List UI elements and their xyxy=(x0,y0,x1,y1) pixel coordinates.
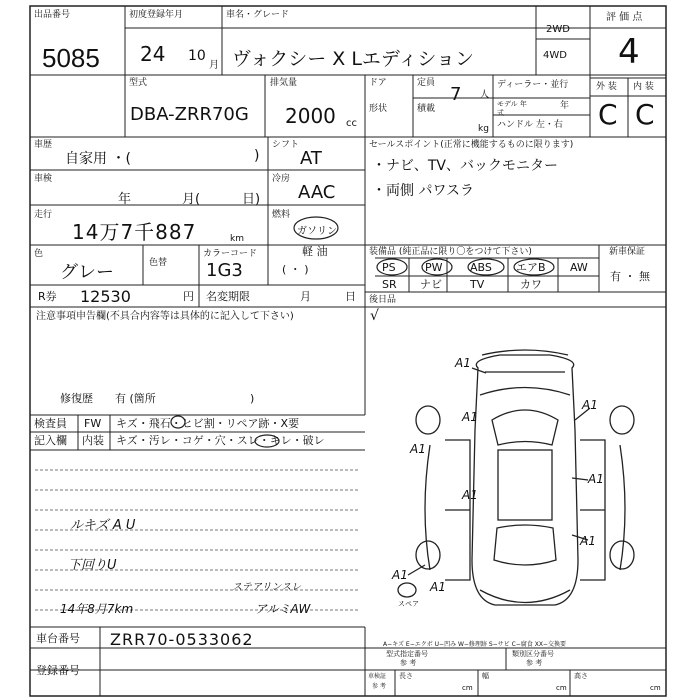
inspector-note-1: ルキズ A U xyxy=(70,518,136,533)
repair-close: ) xyxy=(250,392,255,405)
damage-mark: A1 xyxy=(588,472,604,486)
equip-navi: ナビ xyxy=(420,278,442,291)
eval-score: 4 xyxy=(618,32,640,72)
inspector-note-3: ステアリンスレ xyxy=(232,582,302,593)
reg-month: 10 xyxy=(188,48,206,64)
first-reg-label: 初度登録年月 xyxy=(129,10,184,20)
width-unit: cm xyxy=(556,684,567,692)
type-spec-label: 型式指定番号 xyxy=(386,650,428,658)
equip-aw: AW xyxy=(570,261,588,274)
seats-label: 定員 xyxy=(417,78,436,88)
color-code: 1G3 xyxy=(206,260,243,281)
damage-mark: A1 xyxy=(582,398,598,412)
inspector-note-5: アルミAW xyxy=(255,602,311,616)
damage-mark: A1 xyxy=(462,410,478,424)
shift-label: シフト xyxy=(272,140,300,150)
shape-label: 形状 xyxy=(369,104,388,114)
model-grade: ヴォクシー X Lエディション xyxy=(232,48,475,70)
selling-point-1: ・ナビ、TV、バックモニター xyxy=(372,158,558,174)
equip-abs: ABS xyxy=(470,261,492,274)
post-mark: √ xyxy=(370,308,379,324)
spare-label: スペア xyxy=(398,600,419,608)
doors-label: ドア xyxy=(369,78,387,88)
damage-mark: A1 xyxy=(430,580,446,594)
ac-value: AAC xyxy=(298,182,336,203)
class-label: 類別区分番号 xyxy=(512,650,554,658)
length-unit: cm xyxy=(462,684,473,692)
fuel-label: 燃料 xyxy=(272,210,291,220)
class-ref: 参 考 xyxy=(526,659,543,667)
title-change-month: 月 xyxy=(300,290,311,303)
recycle-unit: 円 xyxy=(183,290,194,303)
new-car-warranty-label: 新車保証 xyxy=(609,247,646,257)
width-label: 幅 xyxy=(482,672,489,680)
cert-label: 車検証 xyxy=(368,673,387,680)
equip-airbag: エアB xyxy=(516,261,546,274)
load-label: 積載 xyxy=(417,104,436,114)
model-code: DBA-ZRR70G xyxy=(130,104,249,125)
damage-mark: A1 xyxy=(580,534,596,548)
damage-mark: A1 xyxy=(392,568,408,582)
mileage-unit: km xyxy=(230,234,244,244)
seats: 7 xyxy=(450,84,462,105)
recycle-value: 12530 xyxy=(80,287,131,306)
inspection-year: 年 xyxy=(118,192,132,207)
notes-label: 注意事項申告欄(不具合内容等は具体的に記入して下さい) xyxy=(36,311,294,322)
ac-label: 冷房 xyxy=(272,174,291,184)
drive-4wd: 4WD xyxy=(543,50,567,61)
use-close: ) xyxy=(254,148,260,164)
equipment-label: 装備品 (純正品に限り〇をつけて下さい) xyxy=(369,247,532,257)
use-label: 車歴 xyxy=(34,140,53,150)
month-char: 月 xyxy=(209,60,219,71)
height-unit: cm xyxy=(650,684,661,692)
length-label: 長さ xyxy=(399,672,413,680)
interior-label: 内 装 xyxy=(633,82,654,92)
exterior-grade: C xyxy=(598,98,618,131)
inspection-month: 月( xyxy=(182,192,201,207)
damage-mark: A1 xyxy=(462,488,478,502)
interior-text: キズ・汚レ・コゲ・穴・スレ・キレ・破レ xyxy=(116,434,325,447)
damage-legend: A−キズ E−エクボ U−凹み W−修理跡 S−サビ C−腐食 XX−交換要 xyxy=(383,641,566,648)
equip-ps: PS xyxy=(382,261,396,274)
equip-sr: SR xyxy=(382,278,397,291)
height-label: 高さ xyxy=(574,672,588,680)
reg-no-label: 登録番号 xyxy=(36,664,80,677)
inspector-note-4: 14年8月7km xyxy=(60,602,134,616)
repair-value: 有 (箇所 xyxy=(115,392,156,405)
inspection-label: 車検 xyxy=(34,174,53,184)
handle-label: ハンドル 左・右 xyxy=(497,120,563,130)
seats-unit: 人 xyxy=(480,90,490,100)
equip-tv: TV xyxy=(470,278,485,291)
repair-label: 修復歴 xyxy=(60,392,93,405)
title-change-label: 名変期限 xyxy=(206,290,250,303)
lot-label: 出品番号 xyxy=(34,10,71,20)
inspector-label: 検査員 xyxy=(34,417,67,430)
fuel-light-oil: 軽 油 xyxy=(302,245,328,258)
shift-value: AT xyxy=(300,148,322,169)
cert-ref: 参 考 xyxy=(372,683,386,690)
drive-2wd: 2WD xyxy=(546,24,570,35)
interior-tag: 内装 xyxy=(82,434,104,447)
chassis-label: 車台番号 xyxy=(36,632,80,645)
fuel-paren: ( ・ ) xyxy=(282,263,309,276)
interior-grade: C xyxy=(635,98,655,131)
chassis-value: ZRR70-0533062 xyxy=(110,630,254,649)
inspection-day: 日) xyxy=(242,192,261,207)
fuel-value: ガソリン xyxy=(297,226,337,237)
type-spec-ref: 参 考 xyxy=(400,659,417,667)
damage-mark: A1 xyxy=(410,442,426,456)
recycle-label: R券 xyxy=(38,290,57,303)
color-label: 色 xyxy=(34,249,44,259)
equip-handwritten: カワ xyxy=(520,278,542,291)
year-char: 年 xyxy=(560,101,570,111)
selling-points-label: セールスポイント(正常に機能するものに限ります) xyxy=(369,140,574,150)
selling-point-2: ・両側 パワスラ xyxy=(372,183,475,199)
use-value: 自家用 ・( xyxy=(65,151,131,167)
mileage-value: 14万7千887 xyxy=(72,220,197,244)
lot-number: 5085 xyxy=(42,43,100,73)
equip-pw: PW xyxy=(425,261,443,274)
color-code-label: カラーコード xyxy=(203,249,258,259)
reg-year: 24 xyxy=(140,42,166,66)
inspector-note-2: 下回りU xyxy=(68,558,117,573)
dealer-label: ディーラー・並行 xyxy=(497,80,569,90)
mileage-label: 走行 xyxy=(34,210,53,220)
color-value: グレー xyxy=(60,262,114,283)
warranty-choice: 有 ・ 無 xyxy=(610,270,650,283)
model-code-label: 型式 xyxy=(129,78,148,88)
displacement-label: 排気量 xyxy=(270,78,298,88)
title-change-day: 日 xyxy=(345,290,356,303)
fw-tag: FW xyxy=(84,417,102,430)
model-grade-label: 車名・グレード xyxy=(226,10,290,20)
fw-text: キズ・飛石・ヒビ割・リペア跡・X要 xyxy=(116,417,300,430)
damage-mark: A1 xyxy=(455,356,471,370)
eval-label: 評 価 点 xyxy=(606,12,643,23)
displacement: 2000 xyxy=(285,104,336,128)
displacement-unit: cc xyxy=(346,118,357,129)
post-label: 後日品 xyxy=(369,295,397,305)
load-unit: kg xyxy=(478,124,489,134)
inspector-entry-label: 記入欄 xyxy=(34,434,67,447)
model-year-label: モデル 年式 xyxy=(497,100,527,117)
exterior-label: 外 装 xyxy=(596,82,617,92)
color-change-label: 色替 xyxy=(149,258,168,268)
